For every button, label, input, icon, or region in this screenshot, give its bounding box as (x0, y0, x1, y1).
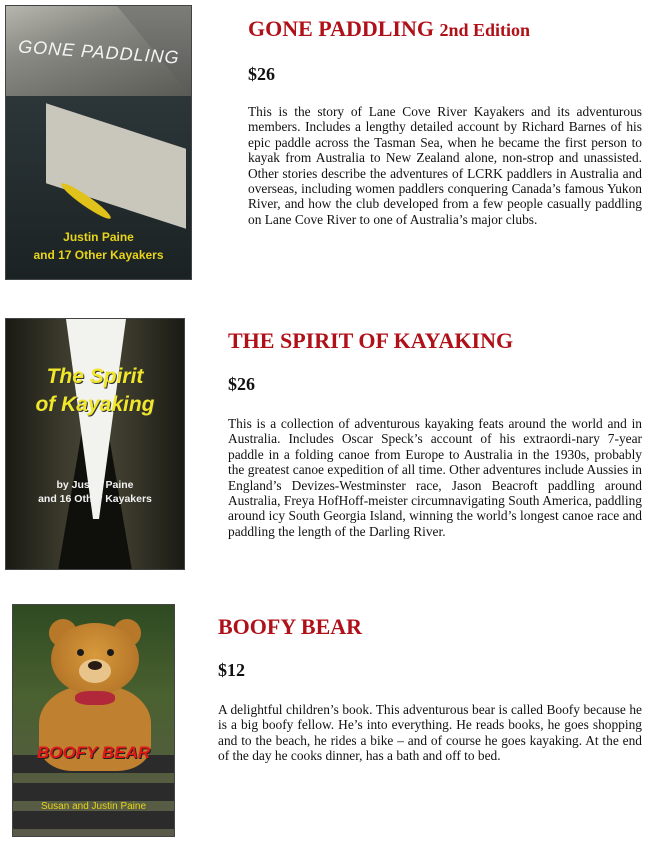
bear-eye-graphic (77, 649, 84, 656)
book-title-boofy-bear: BOOFY BEAR (218, 614, 363, 639)
cover-title-line1: The Spirit (46, 365, 144, 388)
cover-author-line1: by Justin Paine (56, 479, 134, 491)
book-title-text: GONE PADDLING (248, 16, 434, 41)
cover-boofy-bear (12, 604, 175, 837)
cover-author-line1: Justin Paine (63, 230, 134, 244)
cover-author-line2: and 17 Other Kayakers (33, 248, 164, 262)
book-price: $26 (228, 374, 255, 394)
cover-title-line2: of Kayaking (35, 393, 155, 416)
cover-author: Susan and Justin Paine (40, 801, 147, 812)
cover-title: BOOFY BEAR (36, 743, 151, 762)
book-description: This is the story of Lane Cove River Kayakers and its adventurous members. Includes a lengthy detailed account by Richard Barnes of his epic paddle across the Tasman Sea, when he became the first person to kayak from Australia to New Zealand alone, non-strop and unassisted. Other stories describe the adventures of LCRK paddlers in Australia and overseas, including women paddlers conquering Canada’s famous Yukon River, and how the club developed from a few people casually paddling on Lane Cove River to one of Australia’s major clubs. (248, 104, 642, 227)
book-edition: 2nd Edition (439, 20, 531, 40)
cover-bench-graphic (13, 811, 174, 829)
cover-title: GONE PADDLING (17, 36, 181, 68)
cover-gone-paddling (5, 5, 192, 280)
book-price: $26 (248, 64, 275, 84)
book-description: This is a collection of adventurous kayaking feats around the world and in Australia. Includes Oscar Speck’s account of his extraordi-nary 7-year paddle in a folding canoe from Europe to Australia in the 1930s, probably the greatest canoe expedition of all time. Other adventures include Aussies in England’s Devizes-Westminster race, Jason Beacroft paddling around Australia, Freya HofHoff-meister circumnavigating South America, paddling around icy South Georgia Island, winning the world’s longest canoe race and paddling the length of the Darling River. (228, 416, 642, 539)
book-title-spirit-of-kayaking: THE SPIRIT OF KAYAKING (228, 328, 514, 353)
book-description: A delightful children’s book. This adventurous bear is called Boofy because he is a big boofy fellow. He’s into everything. He reads books, he goes shopping and to the beach, he rides a bike – and of course he goes kayaking. At the end of the day he cooks dinner, has a bath and off to bed. (218, 702, 642, 764)
cover-spirit-of-kayaking (5, 318, 185, 570)
book-price: $12 (218, 660, 245, 680)
cover-bench-graphic (13, 783, 174, 801)
bear-nose-graphic (88, 661, 102, 670)
book-title-gone-paddling (248, 16, 530, 42)
bear-bow-graphic (75, 691, 115, 705)
bear-eye-graphic (107, 649, 114, 656)
cover-author-line2: and 16 Other Kayakers (38, 493, 152, 505)
